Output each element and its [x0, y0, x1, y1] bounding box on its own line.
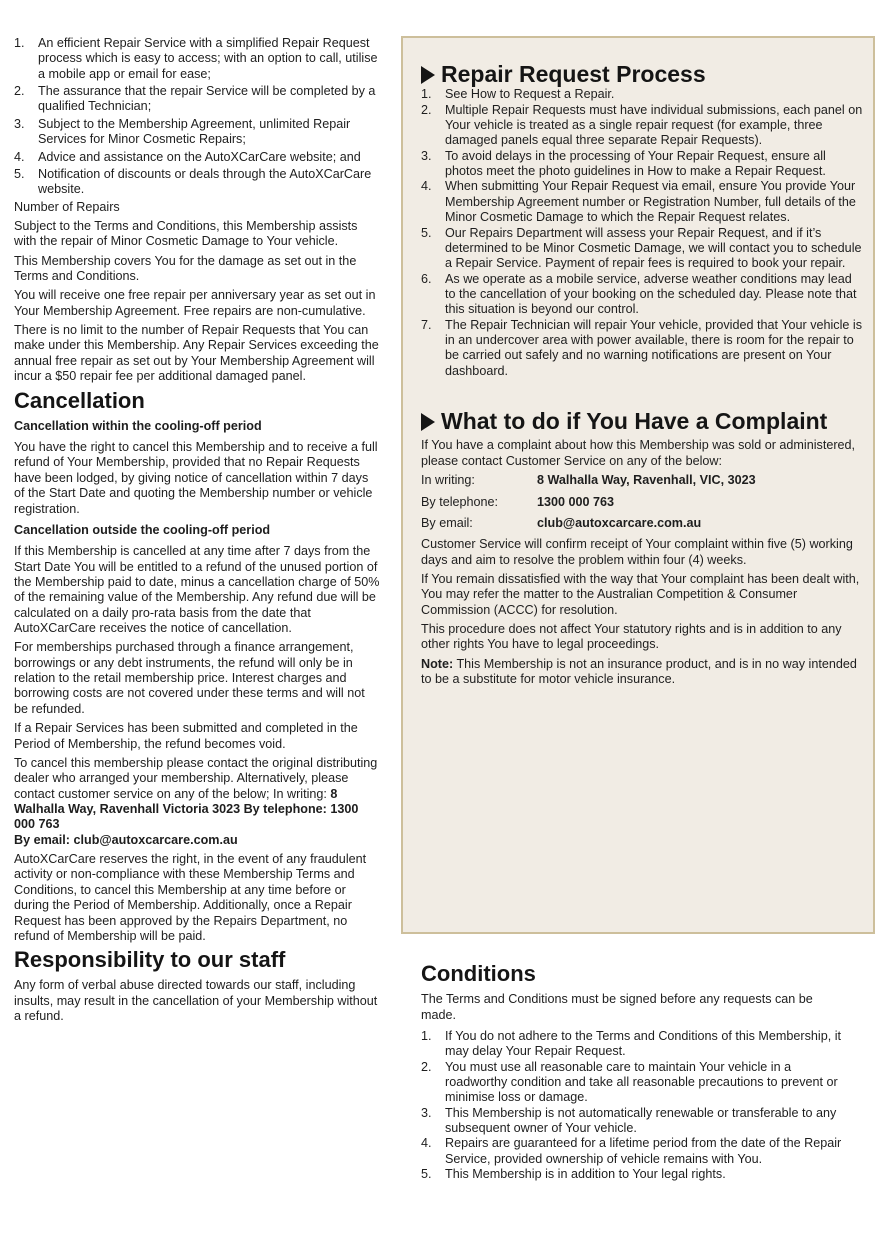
- item-number: 1.: [14, 36, 25, 50]
- paragraph: If You remain dissatisfied with the way that Your complaint has been dealt with, You may refer the matter to the Australian Competition & Consumer Commission (ACCC) for resolution.: [421, 571, 860, 617]
- list-item: [421, 149, 865, 180]
- contact-row: [421, 516, 865, 531]
- conditions-section: [421, 958, 851, 1183]
- item-number: 4.: [14, 149, 25, 164]
- complaint-heading: [421, 409, 865, 434]
- list-item: [14, 167, 382, 198]
- item-text: As we operate as a mobile service, adverse weather conditions may lead to the cancellation of your booking on the scheduled day. Please note that this situation is beyond our control.: [445, 271, 857, 317]
- item-text: An efficient Repair Service with a simplified Repair Request process which is easy to access; with an option to call, utilise a mobile app or email for ease;: [38, 36, 378, 81]
- paragraph: Customer Service will confirm receipt of Your complaint within five (5) working days and aim to resolve the problem within four (4) weeks.: [421, 537, 853, 567]
- contact-value: 8 Walhalla Way, Ravenhall, VIC, 3023: [537, 473, 756, 488]
- cancel-contact-text: To cancel this membership please contact the original distributing dealer who arranged your membership. Alternatively, please contact customer service on any of the below; In writing:: [14, 755, 378, 801]
- list-item: [421, 1029, 851, 1060]
- paragraph: If a Repair Services has been submitted and completed in the Period of Membership, the refund becomes void.: [14, 721, 358, 751]
- item-number: 3.: [421, 148, 432, 163]
- contact-row: [421, 473, 865, 488]
- number-of-repairs-label: Number of Repairs: [14, 199, 120, 214]
- note-paragraph: [421, 657, 865, 688]
- note-label: Note:: [421, 656, 454, 671]
- contact-label: By telephone:: [421, 494, 499, 509]
- item-number: 3.: [421, 1105, 432, 1120]
- paragraph: This Membership covers You for the damage as set out in the Terms and Conditions.: [14, 253, 357, 284]
- item-text: When submitting Your Repair Request via email, ensure You provide Your Membership Agreement number or Registration Number, full details of the Minor Cosmetic Damage to which the Repair Request relates.: [445, 179, 856, 225]
- triangle-bullet-icon: [421, 66, 435, 84]
- contact-label: In writing:: [421, 473, 475, 488]
- item-text: To avoid delays in the processing of Your Repair Request, ensure all photos meet the photo guidelines in How to make a Repair Request.: [445, 148, 826, 179]
- item-number: 4.: [421, 1136, 432, 1151]
- cancel-contact-email: By email: club@autoxcarcare.com.au: [14, 832, 238, 847]
- repair-process-title: Repair Request Process: [441, 61, 706, 87]
- benefits-list: [14, 36, 382, 198]
- list-item: [421, 179, 865, 225]
- list-item: [421, 1136, 851, 1167]
- cancellation-heading: Cancellation: [14, 387, 145, 413]
- cancel-contact-paragraph: [14, 756, 382, 848]
- repair-process-heading: [421, 62, 865, 87]
- item-number: 3.: [14, 116, 25, 131]
- left-column: [14, 36, 382, 1029]
- staff-heading: Responsibility to our staff: [14, 947, 286, 973]
- item-text: See How to Request a Repair.: [445, 87, 615, 102]
- cooling-outside-heading: Cancellation outside the cooling-off period: [14, 522, 271, 537]
- list-item: [14, 84, 382, 115]
- item-number: 5.: [421, 1167, 432, 1182]
- item-text: If You do not adhere to the Terms and Conditions of this Membership, it may delay Your Repair Request.: [445, 1028, 842, 1059]
- repair-process-steps: [421, 87, 865, 379]
- item-number: 2.: [421, 102, 432, 117]
- contact-label: By email:: [421, 515, 473, 530]
- item-text: The assurance that the repair Service will be completed by a qualified Technician;: [38, 84, 376, 114]
- item-number: 1.: [421, 87, 432, 102]
- item-number: 2.: [421, 1059, 432, 1074]
- paragraph: If this Membership is cancelled at any time after 7 days from the Start Date You will be entitled to a refund of the unused portion of the Membership paid to date, minus a cancellation charge of 50% of the remaining value of the Membership. Any refund due will be calculated on a daily pro-rata basis from the date that AutoXCarCare receives the notice of cancellation.: [14, 544, 380, 636]
- paragraph: You have the right to cancel this Membership and to receive a full refund of Your Membership, provided that no Repair Requests have been lodged, by giving notice of cancellation within 7 days of the Start Date and quoting the Membership number or vehicle registration.: [14, 440, 378, 516]
- list-item: [421, 318, 865, 379]
- conditions-intro: The Terms and Conditions must be signed before any requests can be made.: [421, 992, 813, 1022]
- item-text: Notification of discounts or deals through the AutoXCarCare website.: [38, 166, 372, 197]
- cooling-within-heading: Cancellation within the cooling-off period: [14, 418, 262, 433]
- item-number: 5.: [421, 225, 432, 240]
- paragraph: AutoXCarCare reserves the right, in the event of any fraudulent activity or non-compliance with these Membership Terms and Conditions, to cancel this Membership at any time before or during the Period of Membership. Additionally, once a Repair Request has been approved by the Repairs Department, no refund of Membership will be paid.: [14, 852, 367, 943]
- item-number: 7.: [421, 317, 432, 332]
- contact-row: [421, 495, 865, 510]
- list-item: [421, 272, 865, 318]
- list-item: [421, 1106, 851, 1137]
- item-text: This Membership is in addition to Your legal rights.: [445, 1167, 726, 1182]
- cancel-contact-address: 8 Walhalla Way, Ravenhall Victoria 3023 By telephone: 1300 000 763: [14, 786, 359, 832]
- list-item: [421, 226, 865, 272]
- complaint-intro: If You have a complaint about how this Membership was sold or administered, please contact Customer Service on any of the below:: [421, 438, 856, 468]
- item-text: Our Repairs Department will assess your Repair Request, and if it’s determined to be Minor Cosmetic Damage, we will contact you to schedule a Repair Service. Payment of repair fees is required to book your repair.: [445, 225, 862, 271]
- item-text: Multiple Repair Requests must have individual submissions, each panel on Your vehicle is treated as a single repair request (for example, three damaged panels equal three separate Repair Requests).: [445, 102, 863, 148]
- list-item: [14, 150, 382, 165]
- conditions-heading: Conditions: [421, 961, 536, 986]
- repair-process-box: [401, 36, 875, 934]
- item-number: 2.: [14, 84, 25, 99]
- triangle-bullet-icon: [421, 413, 435, 431]
- paragraph: There is no limit to the number of Repair Requests that You can make under this Membership. Any Repair Services exceeding the annual free repair as set out by Your Membership Agreement will incur a $50 repair fee per additional damaged panel.: [14, 323, 379, 384]
- paragraph: Subject to the Terms and Conditions, this Membership assists with the repair of Minor Cosmetic Damage to Your vehicle.: [14, 218, 358, 249]
- list-item: [421, 103, 865, 149]
- paragraph: For memberships purchased through a finance arrangement, borrowings or any debt instruments, the refund will only be in relation to the retail membership price. Interest charges and borrowing costs are not covered under these terms and will not be refunded.: [14, 640, 365, 716]
- list-item: [421, 87, 865, 102]
- contact-value: 1300 000 763: [537, 494, 615, 509]
- item-text: The Repair Technician will repair Your vehicle, provided that Your vehicle is in an undercover area with power available, there is room for the repair to be carried out safely and no warning notifications are present on Your dashboard.: [445, 317, 862, 378]
- list-item: [14, 36, 382, 82]
- item-number: 1.: [421, 1028, 432, 1043]
- list-item: [421, 1167, 851, 1182]
- paragraph: You will receive one free repair per anniversary year as set out in Your Membership Agreement. Free repairs are non-cumulative.: [14, 288, 376, 318]
- list-item: [14, 117, 382, 148]
- item-text: This Membership is not automatically renewable or transferable to any subsequent owner of Your vehicle.: [445, 1105, 837, 1136]
- conditions-list: [421, 1029, 851, 1183]
- list-item: [421, 1060, 851, 1106]
- item-number: 4.: [421, 179, 432, 194]
- note-text: This Membership is not an insurance product, and is in no way intended to be a substitute for motor vehicle insurance.: [421, 656, 857, 687]
- paragraph: This procedure does not affect Your statutory rights and is in addition to any other rights You have to legal proceedings.: [421, 622, 842, 652]
- item-number: 6.: [421, 271, 432, 286]
- item-text: Subject to the Membership Agreement, unlimited Repair Services for Minor Cosmetic Repairs;: [38, 116, 351, 147]
- item-number: 5.: [14, 166, 25, 181]
- item-text: Advice and assistance on the AutoXCarCare website; and: [38, 149, 361, 164]
- item-text: You must use all reasonable care to maintain Your vehicle in a roadworthy condition and take all reasonable precautions to prevent or minimise loss or damage.: [445, 1059, 838, 1105]
- item-text: Repairs are guaranteed for a lifetime period from the date of the Repair Service, provided ownership of vehicle remains with You.: [445, 1136, 842, 1166]
- complaint-title: What to do if You Have a Complaint: [441, 408, 828, 435]
- paragraph: Any form of verbal abuse directed towards our staff, including insults, may result in the cancellation of your Membership without a refund.: [14, 978, 378, 1024]
- contact-value: club@autoxcarcare.com.au: [537, 515, 702, 530]
